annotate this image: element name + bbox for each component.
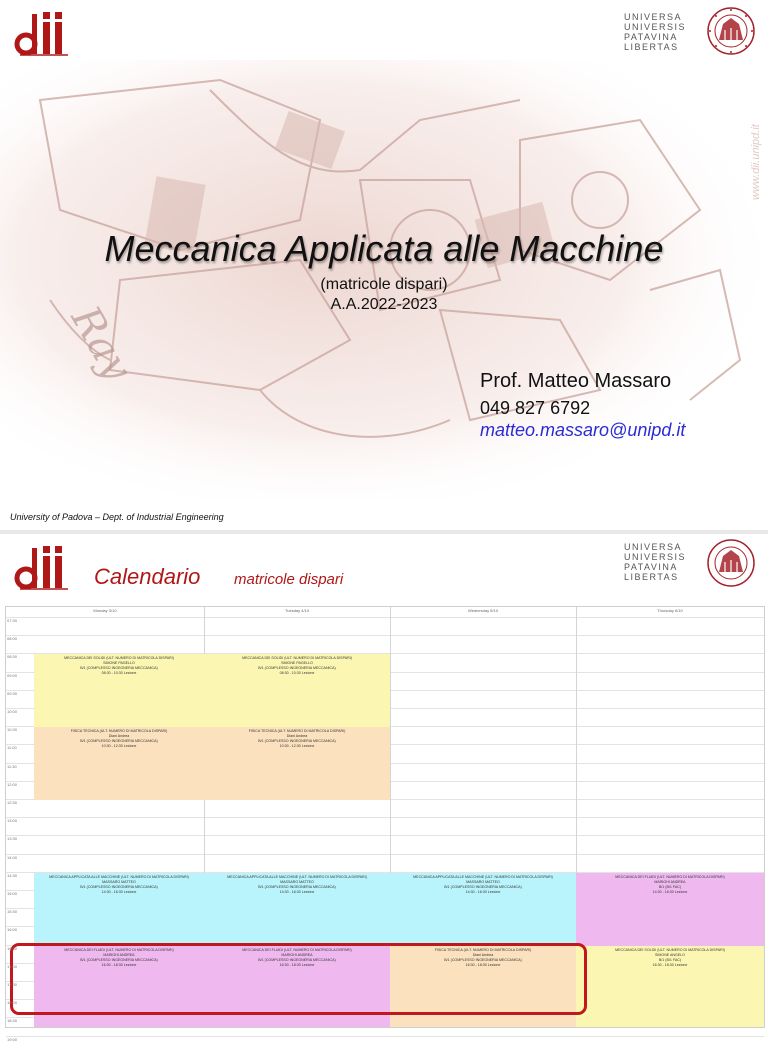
lesson-event[interactable]: [204, 873, 390, 946]
slide-footer: University of Padova – Dept. of Industrial Engineering: [10, 512, 224, 522]
lesson-event[interactable]: [204, 727, 390, 800]
time-label: 13:00: [7, 818, 18, 824]
highlighted-lessons-outline: [10, 943, 587, 1015]
event-room: B/1 (COMPLESSO INGEGNERIA MECCANICA): [80, 666, 158, 670]
event-time: 14:30 - 16:30 Lezione: [652, 890, 688, 894]
wordmark-line: LIBERTAS: [623, 572, 679, 582]
event-time: 10:30 - 12:30 Lezione: [101, 744, 137, 748]
time-label: 09:00: [7, 672, 18, 678]
event-time: 16:30 - 18:30 Lezione: [101, 963, 137, 967]
time-label: 10:00: [7, 709, 18, 714]
event-time: 16:30 - 18:30 Lezione: [652, 963, 688, 967]
event-course: FISICA TECNICA (ULT. NUMERO DI MATRICOLA DISPARI): [248, 729, 346, 733]
time-label: 14:00: [7, 854, 18, 860]
event-teacher: SIMONE PAGELLO: [281, 661, 313, 665]
event-teacher: Diani Andrea: [472, 953, 494, 957]
university-wordmark: [624, 542, 686, 582]
event-room: B/1 (COMPLESSO INGEGNERIA MECCANICA): [444, 885, 522, 889]
event-room: B/1 (COMPLESSO INGEGNERIA MECCANICA): [258, 666, 336, 670]
time-label: 17:00: [7, 963, 18, 969]
time-label: 07:30: [7, 618, 18, 623]
time-label: 18:00: [7, 1000, 18, 1006]
day-header: Thursday 6/10: [657, 608, 683, 613]
time-gridline: [6, 1036, 764, 1037]
event-time: 16:30 - 18:30 Lezione: [465, 963, 501, 967]
dii-logo: [12, 542, 72, 592]
time-label: 12:30: [7, 800, 18, 805]
wordmark-line: PATAVINA: [623, 562, 678, 572]
time-label: 11:00: [7, 745, 17, 751]
time-label: 17:30: [7, 982, 18, 987]
lesson-event[interactable]: [204, 654, 390, 727]
professor-phone: 049 827 6792: [480, 398, 591, 418]
time-label: 08:00: [7, 636, 18, 642]
event-room: B/1 (COMPLESSO INGEGNERIA MECCANICA): [444, 958, 522, 962]
time-label: 10:30: [7, 727, 18, 733]
event-teacher: MARIGHI ANDREA: [654, 880, 686, 884]
event-room: B/1 (COMPLESSO INGEGNERIA MECCANICA): [80, 739, 158, 743]
time-gridline: [6, 854, 764, 855]
day-header: Monday 3/10: [93, 608, 117, 613]
lesson-event[interactable]: [576, 873, 764, 946]
event-course: FISICA TECNICA (ULT. NUMERO DI MATRICOLA DISPARI): [434, 948, 532, 952]
wordmark-line: UNIVERSA: [623, 542, 682, 552]
calendar-title: Calendario: [94, 564, 201, 589]
time-gridline: [6, 817, 764, 818]
event-time: 14:30 - 16:30 Lezione: [279, 890, 315, 894]
event-course: MECCANICA DEI SOLIDI (ULT. NUMERO DI MATRICOLA DISPARI): [64, 656, 174, 660]
professor-name: Prof. Matteo Massaro: [480, 370, 672, 392]
lesson-event[interactable]: [576, 946, 764, 1027]
event-room: B/1 (COMPLESSO INGEGNERIA MECCANICA): [258, 885, 336, 889]
event-teacher: MARIGHI ANDREA: [281, 953, 313, 957]
lesson-event[interactable]: [34, 654, 204, 727]
event-course: MECCANICA DEI SOLIDI (ULT. NUMERO DI MATRICOLA DISPARI): [242, 656, 352, 660]
event-course: MECCANICA DEI FLUIDI (ULT. NUMERO DI MATRICOLA DISPARI): [64, 948, 174, 952]
event-room: B/1 (COMPLESSO INGEGNERIA MECCANICA): [80, 885, 158, 889]
event-course: MECCANICA APPLICATA ALLE MACCHINE (ULT. NUMERO DI MATRICOLA DISPARI): [49, 875, 189, 879]
day-header: Wednesday 5/10: [468, 608, 498, 613]
time-label: 14:30: [7, 872, 18, 878]
event-room: B/1 (COMPLESSO INGEGNERIA MECCANICA): [80, 958, 158, 962]
wordmark-line: UNIVERSA: [623, 12, 682, 22]
time-label: 19:00: [7, 1036, 18, 1042]
academic-year: A.A.2022-2023: [330, 296, 438, 313]
event-teacher: Diani Andrea: [108, 734, 130, 738]
time-gridline: [6, 635, 764, 636]
event-course: MECCANICA APPLICATA ALLE MACCHINE (ULT. NUMERO DI MATRICOLA DISPARI): [227, 875, 367, 879]
time-label: 08:30: [7, 654, 18, 660]
time-label: 16:30: [7, 945, 18, 951]
course-title: Meccanica Applicata alle Macchine: [104, 228, 664, 269]
event-room: B/1 (B/1 FAC): [658, 958, 682, 962]
wordmark-line: LIBERTAS: [623, 42, 679, 52]
event-teacher: MASSARO MATTEO: [280, 880, 314, 884]
wordmark-line: UNIVERSIS: [623, 22, 686, 32]
time-gridline: [6, 835, 764, 836]
event-teacher: MASSARO MATTEO: [466, 880, 500, 884]
event-time: 08:30 - 10:30 Lezione: [279, 671, 315, 675]
time-label: 09:30: [7, 690, 18, 696]
event-course: FISICA TECNICA (ULT. NUMERO DI MATRICOLA DISPARI): [70, 729, 168, 733]
event-teacher: SIMONE PAGELLO: [103, 661, 135, 665]
event-course: MECCANICA APPLICATA ALLE MACCHINE (ULT. NUMERO DI MATRICOLA DISPARI): [413, 875, 553, 879]
event-time: 10:30 - 12:30 Lezione: [279, 744, 315, 748]
event-room: B/1 (B/1 FAC): [658, 885, 682, 889]
weekly-calendar-grid: [5, 606, 765, 1042]
event-room: B/1 (COMPLESSO INGEGNERIA MECCANICA): [258, 958, 336, 962]
event-course: MECCANICA DEI SOLIDI (ULT. NUMERO DI MATRICOLA DISPARI): [615, 948, 725, 952]
lesson-event[interactable]: [390, 873, 576, 946]
event-teacher: Diani Andrea: [286, 734, 308, 738]
event-time: 14:30 - 16:30 Lezione: [101, 890, 137, 894]
time-gridline: [6, 617, 764, 618]
lesson-event[interactable]: [34, 873, 204, 946]
event-time: 16:30 - 18:30 Lezione: [279, 963, 315, 967]
time-label: 15:30: [7, 909, 18, 915]
wordmark-line: PATAVINA: [623, 32, 678, 42]
calendar-slide: [0, 534, 768, 1042]
professor-email[interactable]: matteo.massaro@unipd.it: [480, 420, 686, 440]
course-subtitle: (matricole dispari): [320, 276, 448, 293]
event-teacher: SIMONE ANGELO: [655, 953, 685, 957]
lesson-event[interactable]: [34, 727, 204, 800]
time-label: 11:30: [7, 763, 17, 769]
svg-text:Ray: Ray: [62, 298, 141, 389]
calendar-subtitle: matricole dispari: [234, 571, 344, 588]
event-time: 08:30 - 10:30 Lezione: [101, 671, 137, 675]
time-label: 13:30: [7, 836, 18, 842]
time-label: 18:30: [7, 1018, 18, 1024]
event-course: MECCANICA DEI FLUIDI (ULT. NUMERO DI MATRICOLA DISPARI): [615, 875, 725, 879]
day-header: Tuesday 4/10: [284, 608, 310, 613]
event-room: B/1 (COMPLESSO INGEGNERIA MECCANICA): [258, 739, 336, 743]
dii-logo: [12, 8, 72, 58]
event-teacher: MASSARO MATTEO: [102, 880, 136, 884]
university-wordmark: [624, 12, 686, 52]
event-course: MECCANICA DEI FLUIDI (ULT. NUMERO DI MATRICOLA DISPARI): [242, 948, 352, 952]
university-seal: [706, 538, 756, 588]
website-url: www.dii.unipd.it: [750, 124, 762, 200]
event-teacher: MARIGHI ANDREA: [103, 953, 135, 957]
university-seal: [706, 6, 756, 56]
time-label: 12:00: [7, 781, 18, 787]
event-time: 14:30 - 16:30 Lezione: [465, 890, 501, 894]
time-label: 16:00: [7, 927, 18, 933]
time-label: 15:00: [7, 891, 18, 896]
wordmark-line: UNIVERSIS: [623, 552, 686, 562]
